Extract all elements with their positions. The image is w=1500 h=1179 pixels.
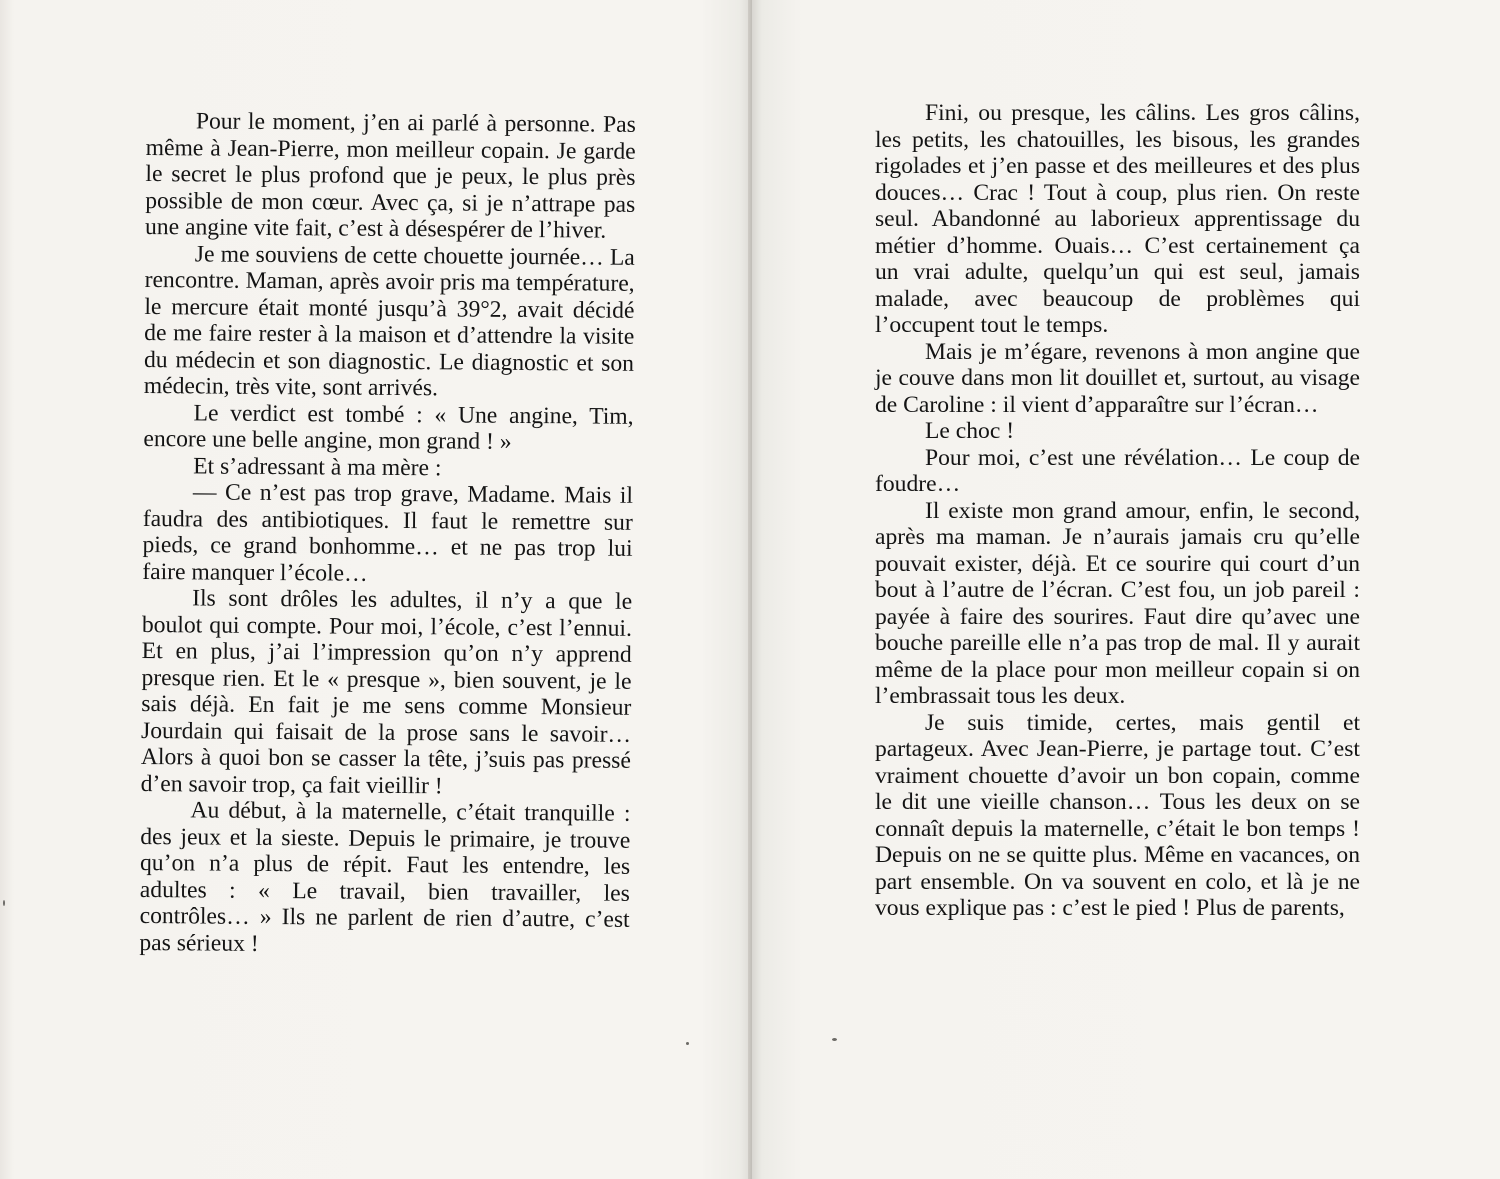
paragraph: Au début, à la maternelle, c’était tranquille : des jeux et la sieste. Depuis le primaire, je trouve qu’on n’a plus de répit. Faut les entendre, les adultes : « Le travail, bien travailler, les contrôles… » Ils ne parlent de rien d’autre, c’est pas sérieux ! [139, 797, 631, 957]
paragraph: Le verdict est tombé : « Une angine, Tim, encore une belle angine, mon grand ! » [143, 399, 634, 455]
paragraph: Et s’adressant à ma mère : [193, 452, 442, 481]
paragraph: Le choc ! [925, 418, 1015, 444]
paper-speck [686, 1042, 689, 1045]
paragraph: — Ce n’est pas trop grave, Madame. Mais il faudra des antibiotiques. Il faut le remettre sur pieds, ce grand bonhomme… et ne pas trop lui faire manquer l’école… [142, 479, 634, 587]
paragraph: Ils sont drôles les adultes, il n’y a que le boulot qui compte. Pour moi, l’école, c’est l’ennui. Et en plus, j’ai l’impression qu’on n’y apprend presque rien. Et le « presque », bien souvent, je le sais déjà. En fait je me sens comme Monsieur Jourdain qui faisait de la prose sans le savoir… Alors à quoi bon se casser la tête, j’suis pas pressé d’en savoir trop, ça fait vieillir ! [140, 585, 633, 799]
paper-speck [3, 900, 5, 906]
paragraph: Je me souviens de cette chouette journée… La rencontre. Maman, après avoir pris ma température, le mercure était monté jusqu’à 39°2, avait décidé de me faire rester à la maison et d’attendre la visite du médecin et son diagnostic. Le diagnostic et son médecin, très vite, sont arrivés. [143, 240, 635, 402]
right-page [752, 0, 1500, 1179]
left-page-text [139, 108, 636, 960]
paragraph: Pour le moment, j’en ai parlé à personne. Pas même à Jean-Pierre, mon meilleur copain. Je garde le secret le plus profond que je peux, le plus près possible de mon cœur. Avec ça, si je n’attrape pas une angine vite fait, c’est à désespérer de l’hiver. [144, 108, 636, 244]
paragraph: Mais je m’égare, revenons à mon angine que je couve dans mon lit douillet et, surtout, au visage de Caroline : il vient d’apparaître sur l’écran… [875, 338, 1360, 418]
paragraph: Pour moi, c’est une révélation… Le coup de foudre… [875, 444, 1360, 497]
paragraph: Je suis timide, certes, mais gentil et partageux. Avec Jean-Pierre, je partage tout. C’est vraiment chouette d’avoir un bon copain, comme le dit une vieille chanson… Tous les deux on se connaît depuis la maternelle, c’était le bon temps ! Depuis on ne se quitte plus. Même en vacances, on part ensemble. On va souvent en colo, et là je ne vous explique pas : c’est le pied ! Plus de parents, [875, 709, 1360, 921]
paper-speck [832, 1038, 837, 1041]
right-page-text [875, 100, 1360, 922]
paragraph: Il existe mon grand amour, enfin, le second, après ma maman. Je n’aurais jamais cru qu’elle pouvait exister, déjà. Et ce sourire qui court d’un bout à l’autre de l’écran. C’est fou, un job pareil : payée à faire des sourires. Faut dire qu’avec une bouche pareille elle n’a pas trop de mal. Il y aurait même de la place pour mon meilleur copain si on l’embrassait tous les deux. [875, 497, 1360, 709]
paragraph: Fini, ou presque, les câlins. Les gros câlins, les petits, les chatouilles, les bisous, les grandes rigolades et j’en passe et des meilleures et des plus douces… Crac ! Tout à coup, plus rien. On reste seul. Abandonné au laborieux apprentissage du métier d’homme. Ouais… C’est certainement ça un vrai adulte, quelqu’un qui est seul, jamais malade, avec beaucoup de problèmes qui l’occupent tout le temps. [875, 100, 1360, 338]
